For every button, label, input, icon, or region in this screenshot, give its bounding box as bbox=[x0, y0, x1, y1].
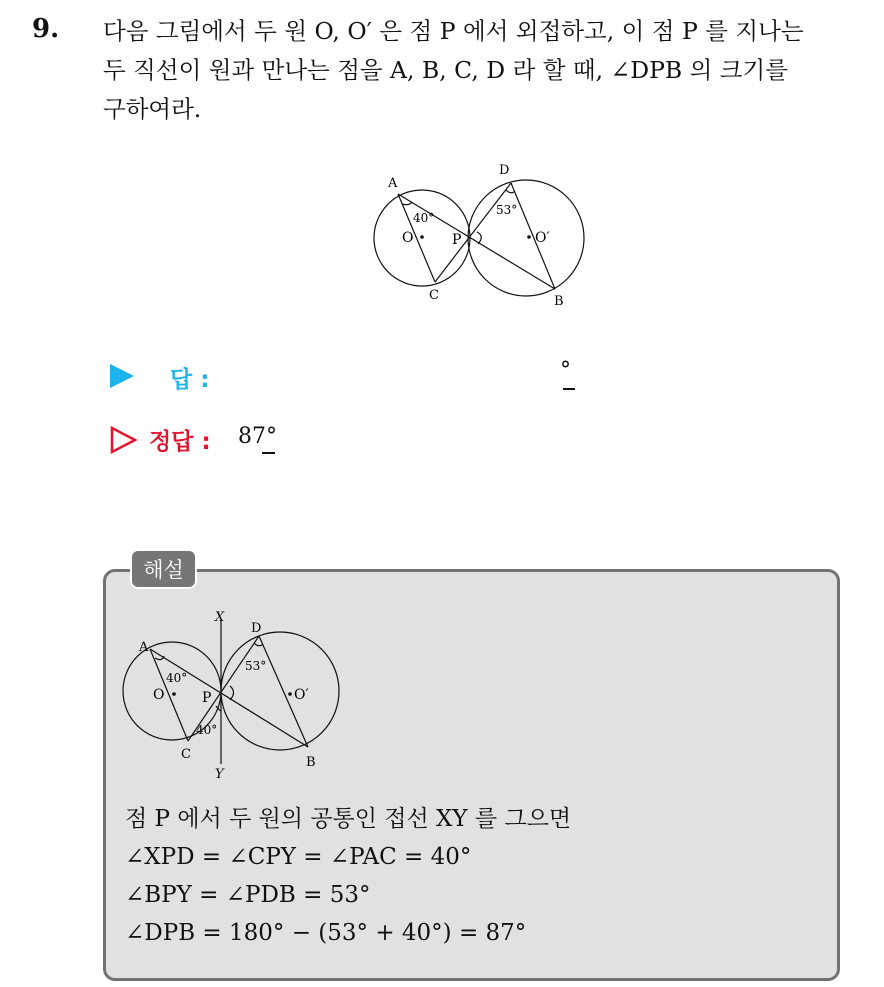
explanation-line-3: ∠BPY = ∠PDB = 53° bbox=[125, 882, 371, 908]
outline-arrow-icon bbox=[110, 426, 138, 454]
answer-row bbox=[108, 358, 608, 398]
exp-angle-label-p: 40° bbox=[196, 723, 218, 737]
correct-underline bbox=[262, 452, 275, 454]
label-c: C bbox=[429, 288, 439, 303]
question-number: 9. bbox=[32, 14, 60, 44]
exp-label-o-prime: O′ bbox=[294, 687, 309, 703]
exp-label-p: P bbox=[202, 690, 212, 706]
exp-label-a: A bbox=[139, 640, 149, 655]
exp-label-x: X bbox=[215, 610, 225, 625]
exp-angle-arc-p1 bbox=[230, 686, 234, 700]
center-o-prime bbox=[527, 235, 531, 239]
exp-label-o: O bbox=[153, 687, 165, 703]
question-line-3: 구하여라. bbox=[103, 95, 202, 123]
exp-angle-label-d: 53° bbox=[245, 659, 267, 673]
label-a: A bbox=[388, 176, 398, 191]
explanation-line-4: ∠DPB = 180° − (53° + 40°) = 87° bbox=[125, 920, 527, 946]
exp-center-o-prime bbox=[288, 692, 292, 696]
explanation-line-1: 점 P 에서 두 원의 공통인 접선 XY 를 그으면 bbox=[125, 806, 572, 832]
label-d: D bbox=[499, 163, 510, 178]
answer-unit: ° bbox=[560, 358, 571, 383]
question-line-1: 다음 그림에서 두 원 O, O′ 은 점 P 에서 외접하고, 이 점 P 를 지나는 bbox=[103, 17, 804, 45]
exp-label-c: C bbox=[181, 747, 191, 762]
explanation-text bbox=[125, 800, 571, 952]
exp-label-b: B bbox=[306, 755, 316, 770]
angle-arc-a bbox=[402, 202, 412, 205]
correct-answer-row bbox=[108, 420, 608, 460]
question-figure bbox=[365, 158, 605, 313]
question-line-2: 두 직선이 원과 만나는 점을 A, B, C, D 라 할 때, ∠DPB 의 크기를 bbox=[103, 56, 788, 84]
angle-label-d: 53° bbox=[496, 203, 518, 217]
explanation-figure bbox=[120, 606, 350, 786]
label-p: P bbox=[452, 232, 462, 248]
exp-center-o bbox=[172, 692, 176, 696]
line-c-d bbox=[435, 183, 511, 282]
exp-label-y: Y bbox=[215, 767, 224, 782]
answer-label: 답 : bbox=[170, 367, 210, 393]
angle-label-a: 40° bbox=[413, 211, 435, 225]
answer-underline bbox=[563, 388, 575, 390]
correct-value: 87° bbox=[238, 424, 277, 449]
play-arrow-icon bbox=[110, 364, 134, 388]
circle-o-prime bbox=[468, 180, 584, 296]
question-text bbox=[103, 12, 863, 129]
correct-label: 정답 : bbox=[149, 429, 211, 455]
exp-line-a-b bbox=[150, 649, 308, 747]
explanation-line-2: ∠XPD = ∠CPY = ∠PAC = 40° bbox=[125, 844, 472, 870]
label-o: O bbox=[402, 230, 414, 246]
exp-label-d: D bbox=[251, 621, 262, 636]
exp-angle-label-a: 40° bbox=[166, 671, 188, 685]
label-b: B bbox=[554, 294, 564, 309]
label-o-prime: O′ bbox=[535, 230, 550, 246]
exp-circle-o-prime bbox=[221, 632, 339, 750]
explanation-tab: 해설 bbox=[130, 549, 197, 589]
center-o bbox=[420, 235, 424, 239]
